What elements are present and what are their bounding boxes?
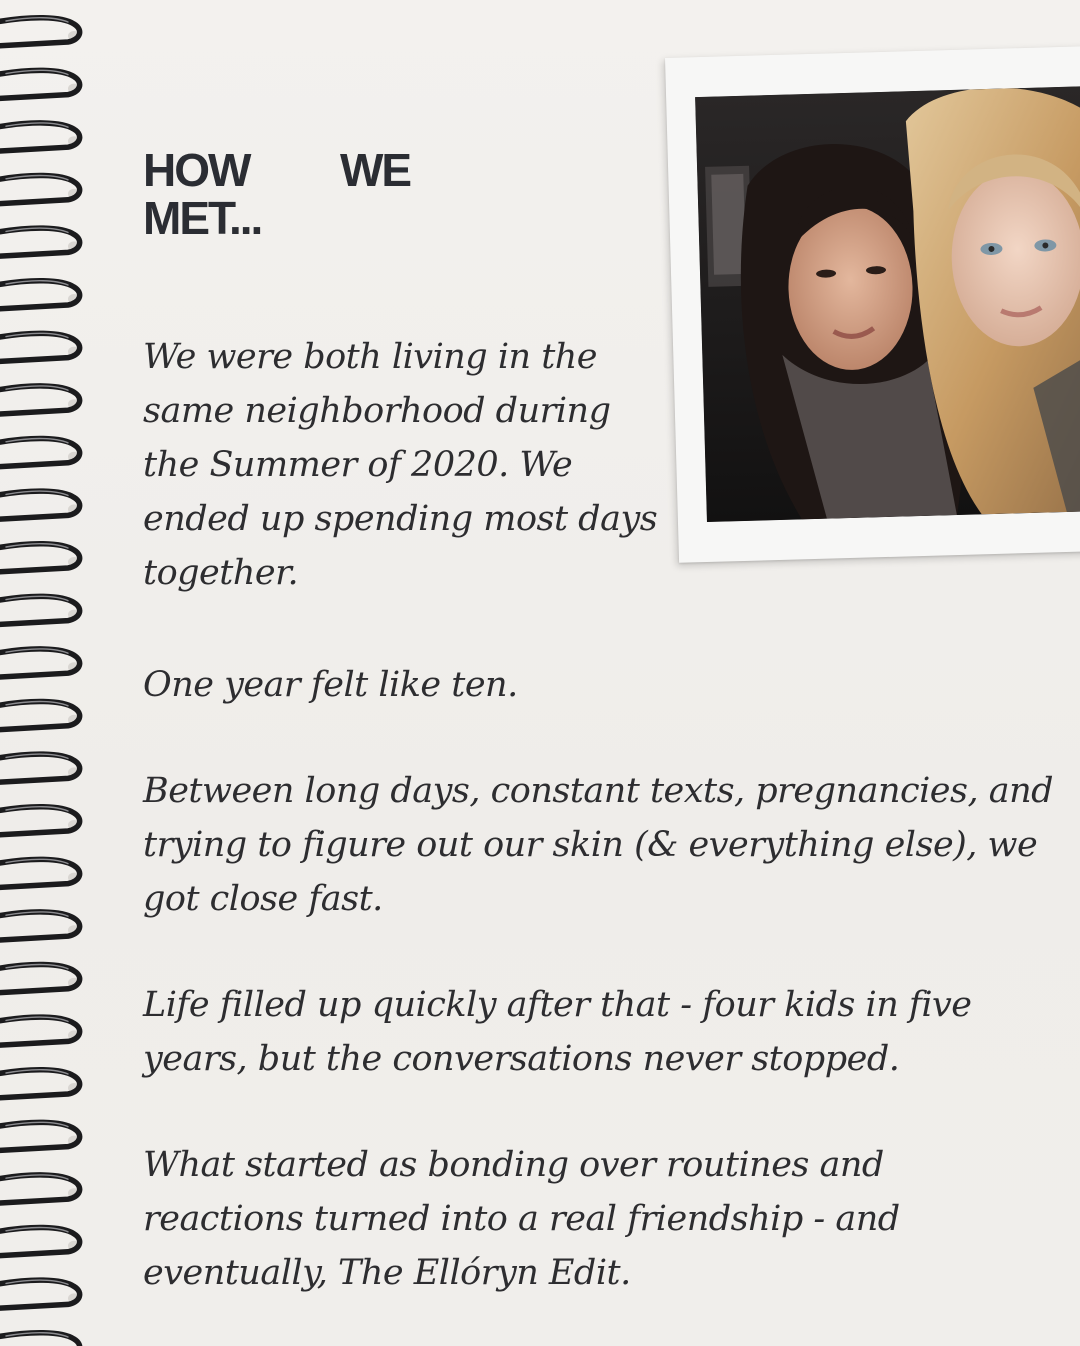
spiral-coil [0,1122,80,1150]
spiral-coil [0,281,80,309]
spiral-coil [0,912,80,940]
spiral-coil [0,176,80,204]
paragraph-kids: Life filled up quickly after that - four kids in five years, but the conversations never stopped. [143,985,972,1079]
polaroid-frame [665,46,1080,563]
spiral-coil [0,1280,80,1308]
spiral-coil [0,754,80,782]
title-word-we: WE [340,144,411,196]
paragraph-neighborhood: We were both living in the same neighborhood during the Summer of 2020. We ended up spending most days together. [143,337,658,593]
spiral-coil [0,1017,80,1045]
spiral-coil [0,702,80,730]
title-word-how: HOW [143,144,250,196]
spiral-coil [0,333,80,361]
spiral-coil [0,649,80,677]
paragraph-one-year: One year felt like ten. [143,665,518,705]
spiral-coil [0,439,80,467]
spiral-coil [0,1333,80,1346]
spiral-coil [0,544,80,572]
spiral-coil [0,1175,80,1203]
spiral-coil [0,123,80,151]
paragraph-friendship: What started as bonding over routines and reactions turned into a real friendship - and eventually, The Ellóryn Edit. [143,1145,900,1293]
spiral-coil [0,386,80,414]
spiral-coil [0,228,80,256]
paragraph-close-fast: Between long days, constant texts, pregnancies, and trying to figure out our skin (& everything else), we got close fast. [143,771,1054,919]
spiral-coil [0,491,80,519]
spiral-coil [0,596,80,624]
spiral-coil [0,1070,80,1098]
selfie-photo [695,85,1080,522]
title-word-met: MET... [143,192,262,244]
spiral-coil [0,70,80,98]
spiral-coil [0,18,80,46]
spiral-coil [0,859,80,887]
spiral-binding [0,0,110,1346]
spiral-coil [0,807,80,835]
spiral-coil [0,1228,80,1256]
spiral-coil [0,965,80,993]
